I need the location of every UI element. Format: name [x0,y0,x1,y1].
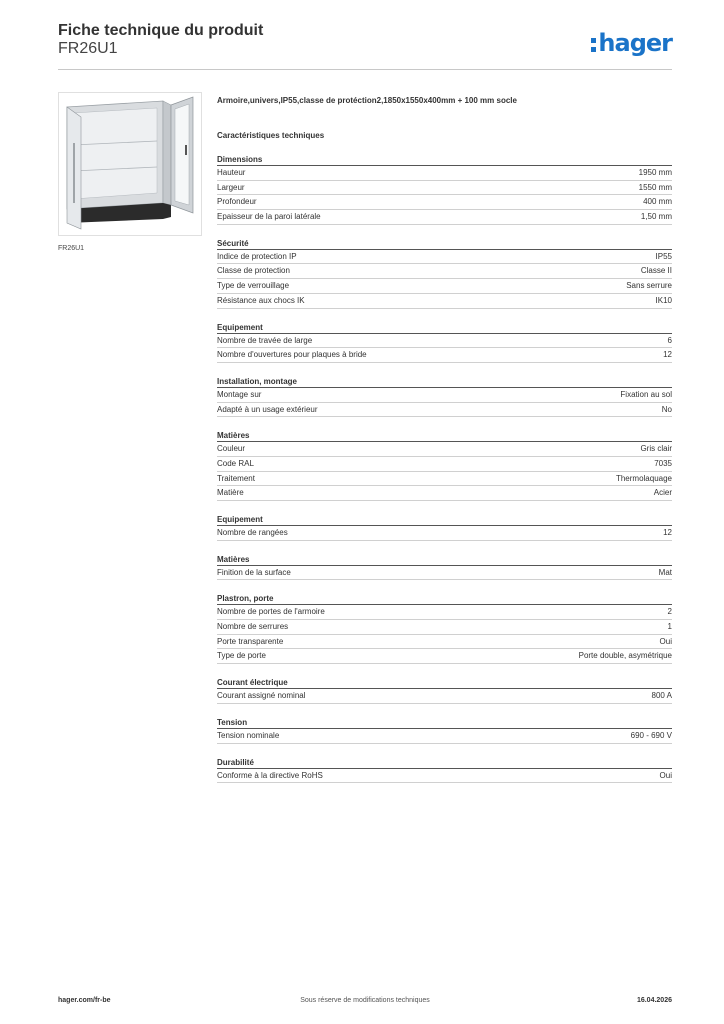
spec-value: Oui [659,770,672,780]
spec-row [217,264,672,279]
spec-value: Acier [653,488,672,498]
spec-value: 800 A [651,691,672,701]
spec-section [217,553,672,581]
spec-value: Gris clair [640,444,672,454]
spec-label: Montage sur [217,389,262,399]
spec-label: Classe de protection [217,266,290,276]
spec-row [217,195,672,210]
spec-label: Nombre de rangées [217,528,288,537]
spec-label: Indice de protection IP [217,251,297,261]
section-title: Courant électrique [217,676,672,689]
spec-section [217,716,672,744]
spec-label: Couleur [217,444,246,454]
spec-row [217,181,672,196]
spec-row [217,279,672,294]
spec-value: 6 [667,335,672,345]
spec-label: Matière [217,488,244,498]
spec-section [217,676,672,704]
spec-label: Code RAL [217,458,254,468]
section-title: Matières [217,429,672,442]
spec-section [217,153,672,225]
spec-row [217,250,672,265]
section-title: Durabilité [217,756,672,769]
spec-value: Porte double, asymétrique [578,651,672,661]
section-title: Dimensions [217,153,672,166]
section-title: Tension [217,716,672,729]
spec-row [217,334,672,349]
spec-label: Hauteur [217,168,246,177]
spec-section [217,756,672,784]
cabinet-illustration [59,93,201,235]
spec-label: Type de verrouillage [217,281,290,291]
spec-label: Résistance aux chocs IK [217,295,305,305]
product-description: Armoire,univers,IP55,classe de protéction2,1850x1550x400mm + 100 mm socle [217,96,517,105]
spec-row [217,348,672,363]
spec-label: Traitement [217,473,255,483]
spec-section [217,592,672,664]
spec-row [217,388,672,403]
logo-text: hager [598,29,672,57]
spec-section [217,237,672,309]
spec-value: 7035 [654,458,672,468]
spec-row [217,649,672,664]
spec-value: Oui [659,636,672,646]
spec-value: 12 [663,350,672,360]
spec-row [217,526,672,541]
spec-label: Nombre de portes de l'armoire [217,607,325,617]
spec-row [217,472,672,487]
spec-row [217,620,672,635]
spec-label: Porte transparente [217,636,284,646]
spec-label: Type de porte [217,651,266,661]
spec-value: 12 [663,528,672,537]
specs-heading: Caractéristiques techniques [217,131,325,140]
spec-section [217,321,672,363]
section-title: Installation, montage [217,375,672,388]
spec-value: 690 - 690 V [630,730,672,740]
spec-row [217,403,672,418]
page-footer [58,997,672,1009]
page-header [58,22,672,70]
spec-value: No [661,404,672,414]
spec-label: Nombre de travée de large [217,335,313,345]
spec-value: 1550 mm [638,182,672,192]
spec-value: Mat [658,567,672,577]
spec-row [217,457,672,472]
section-title: Equipement [217,321,672,334]
spec-label: Epaisseur de la paroi latérale [217,212,321,222]
product-code: FR26U1 [58,40,118,57]
spec-row [217,210,672,225]
spec-value: 1950 mm [638,168,672,177]
spec-row [217,635,672,650]
spec-section [217,513,672,541]
spec-row [217,689,672,704]
spec-value: 1 [667,622,672,632]
spec-row [217,442,672,457]
spec-value: 2 [667,607,672,617]
spec-value: Classe II [640,266,672,276]
section-title: Equipement [217,513,672,526]
section-title: Sécurité [217,237,672,250]
spec-label: Nombre de serrures [217,622,289,632]
footer-date: 16.04.2026 [636,997,672,1004]
hager-logo [591,29,672,57]
spec-row [217,605,672,620]
spec-label: Conforme à la directive RoHS [217,770,323,780]
spec-label: Courant assigné nominal [217,691,306,701]
spec-row [217,294,672,309]
spec-label: Adapté à un usage extérieur [217,404,318,414]
footer-notice: Sous réserve de modifications techniques [300,997,430,1004]
footer-website: hager.com/fr-be [58,997,111,1004]
spec-value: Fixation au sol [620,389,672,399]
section-title: Matières [217,553,672,566]
spec-row [217,486,672,501]
spec-row [217,166,672,181]
spec-value: Thermolaquage [615,473,672,483]
spec-value: 400 mm [643,197,672,207]
document-title: Fiche technique du produit [58,22,264,39]
spec-value: IP55 [655,251,672,261]
spec-label: Nombre d'ouvertures pour plaques à bride [217,350,367,360]
spec-label: Tension nominale [217,730,280,740]
spec-label: Finition de la surface [217,567,291,577]
spec-value: IK10 [655,295,672,305]
image-caption: FR26U1 [58,245,85,252]
spec-row [217,729,672,744]
logo-dots-icon [591,38,596,52]
product-details [217,96,672,783]
spec-label: Profondeur [217,197,257,207]
spec-section [217,375,672,417]
spec-value: Sans serrure [626,281,672,291]
spec-label: Largeur [217,182,245,192]
section-title: Plastron, porte [217,592,672,605]
spec-row [217,566,672,581]
product-image [58,92,202,236]
spec-section [217,429,672,501]
spec-row [217,769,672,784]
spec-sections [217,153,672,783]
spec-value: 1,50 mm [640,212,672,222]
